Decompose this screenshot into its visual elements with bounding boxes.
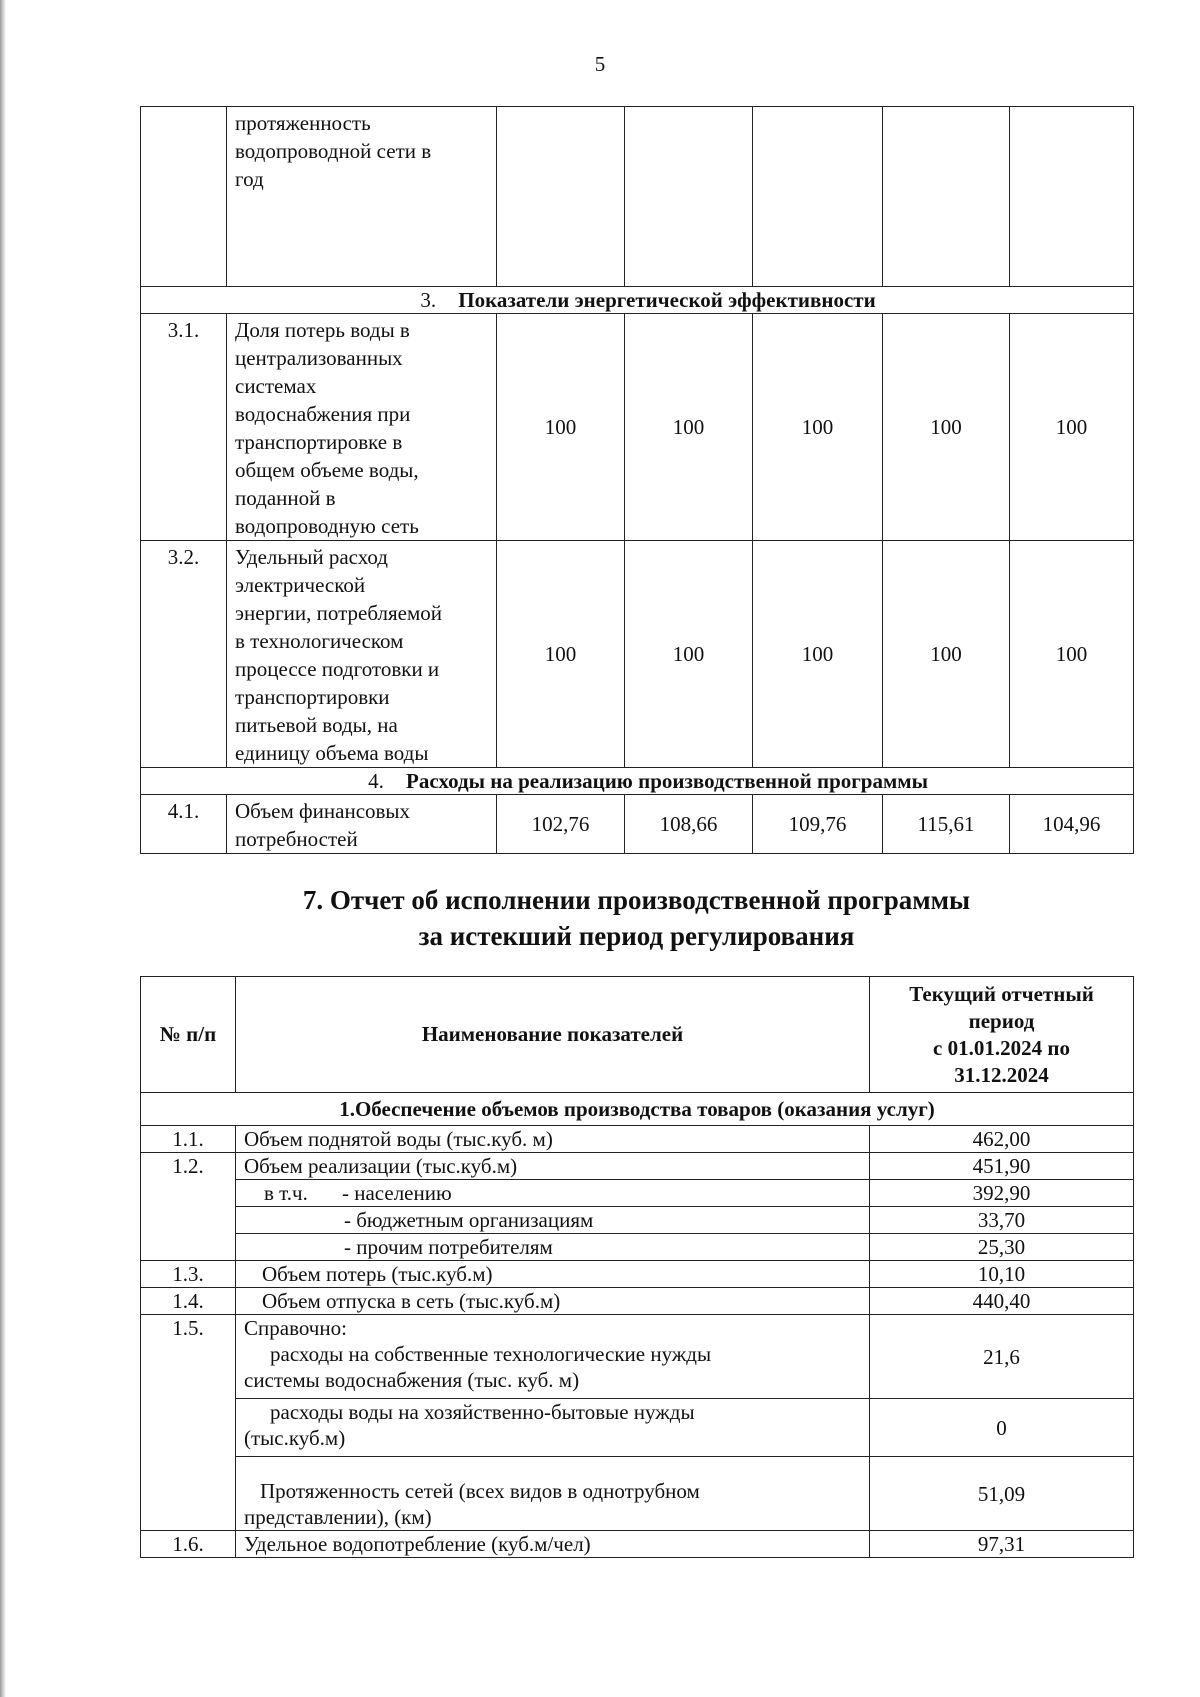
- report-title-line: 7. Отчет об исполнении производственной программы: [302, 885, 971, 915]
- section-number: 4.: [368, 769, 384, 793]
- header-period-line: период: [968, 1008, 1035, 1033]
- name-line: общем объеме воды,: [235, 458, 419, 482]
- value-cell: 108,66: [625, 795, 753, 854]
- name-line: системы водоснабжения (тыс. куб. м): [244, 1368, 580, 1392]
- section-heading: [141, 287, 1134, 314]
- header-period: [870, 977, 1134, 1093]
- name-line: водоснабжения при: [235, 402, 411, 426]
- value-cell: 100: [497, 541, 625, 768]
- header-name: Наименование показателей: [236, 977, 870, 1093]
- row-number: 3.2.: [141, 541, 227, 768]
- table-row-1-3: [141, 1261, 1134, 1288]
- value-cell: 109,76: [753, 795, 883, 854]
- value-cell: 0: [870, 1399, 1134, 1457]
- indicator-name: Объем отпуска в сеть (тыс.куб.м): [236, 1288, 870, 1315]
- value-cell: 100: [753, 314, 883, 541]
- indicator-name: - прочим потребителям: [236, 1234, 870, 1261]
- row-number: [141, 107, 227, 287]
- name-line: потребностей: [235, 827, 358, 851]
- header-period-line: 31.12.2024: [954, 1062, 1049, 1087]
- name-line: транспортировке в: [235, 430, 403, 454]
- value-cell: 392,90: [870, 1180, 1134, 1207]
- section-number: 3.: [420, 288, 437, 312]
- value-cell: 115,61: [883, 795, 1010, 854]
- report-title: [140, 882, 1133, 954]
- row-number: 4.1.: [141, 795, 227, 854]
- value-cell: 51,09: [870, 1457, 1134, 1531]
- name-line: представлении), (км): [244, 1505, 432, 1529]
- value-cell: 451,90: [870, 1153, 1134, 1180]
- table-row-1-2: [141, 1153, 1134, 1180]
- name-line: системах: [235, 374, 317, 398]
- value-cell: 100: [497, 314, 625, 541]
- header-period-line: Текущий отчетный: [909, 981, 1094, 1006]
- reference-label: Справочно:: [244, 1316, 347, 1340]
- report-title-line: за истекший период регулирования: [418, 921, 855, 951]
- row-number: 1.4.: [141, 1288, 236, 1315]
- indicator-subname: - населению: [342, 1181, 452, 1205]
- row-number: 1.1.: [141, 1126, 236, 1153]
- value-cell: [625, 107, 753, 287]
- indicator-name: [227, 541, 497, 768]
- value-cell: 21,6: [870, 1315, 1134, 1399]
- name-line: Удельный расход: [235, 545, 388, 569]
- value-cell: 100: [625, 314, 753, 541]
- name-line: единицу объема воды: [235, 741, 429, 765]
- value-cell: 100: [883, 541, 1010, 768]
- indicator-name: [236, 1180, 870, 1207]
- name-line: расходы воды на хозяйственно-бытовые нужды: [270, 1400, 695, 1424]
- value-cell: 97,31: [870, 1531, 1134, 1558]
- name-line: Доля потерь воды в: [235, 318, 410, 342]
- section-title: Расходы на реализацию производственной программы: [406, 769, 928, 793]
- table-row-1-5-household: [141, 1399, 1134, 1457]
- table-row-4-1: [141, 795, 1134, 854]
- value-cell: 100: [753, 541, 883, 768]
- indicator-name: [227, 314, 497, 541]
- row-number: 1.6.: [141, 1531, 236, 1558]
- value-cell: 100: [883, 314, 1010, 541]
- name-line: процессе подготовки и: [235, 657, 440, 681]
- table-row-3-1: [141, 314, 1134, 541]
- table-row-1-1: [141, 1126, 1134, 1153]
- name-line: протяженность: [235, 111, 371, 135]
- value-cell: 440,40: [870, 1288, 1134, 1315]
- table-row-1-4: [141, 1288, 1134, 1315]
- name-line: централизованных: [235, 346, 403, 370]
- row-number: 1.5.: [141, 1315, 236, 1531]
- indicator-name: [236, 1457, 870, 1531]
- section-row-4: [141, 768, 1134, 795]
- section-row-3: [141, 287, 1134, 314]
- indicators-table: [140, 106, 1134, 854]
- name-line: питьевой воды, на: [235, 713, 398, 737]
- section-title: Показатели энергетической эффективности: [458, 288, 876, 312]
- row-number: 1.3.: [141, 1261, 236, 1288]
- table-row-1-5-networks: [141, 1457, 1134, 1531]
- value-cell: 102,76: [497, 795, 625, 854]
- value-cell: 462,00: [870, 1126, 1134, 1153]
- section-row-1: [141, 1093, 1134, 1126]
- name-line: Протяженность сетей (всех видов в однотрубном: [260, 1479, 700, 1503]
- value-cell: 33,70: [870, 1207, 1134, 1234]
- value-cell: 100: [625, 541, 753, 768]
- name-line: год: [235, 167, 264, 191]
- header-number: № п/п: [141, 977, 236, 1093]
- value-cell: [753, 107, 883, 287]
- name-line: поданной в: [235, 486, 336, 510]
- table-row-3-2: [141, 541, 1134, 768]
- section-heading: [141, 768, 1134, 795]
- indicator-name: - бюджетным организациям: [236, 1207, 870, 1234]
- name-line: электрической: [235, 573, 366, 597]
- name-line: (тыс.куб.м): [244, 1426, 346, 1450]
- name-line: транспортировки: [235, 685, 390, 709]
- name-line: водопроводной сети в: [235, 139, 432, 163]
- section-heading: 1.Обеспечение объемов производства товаров (оказания услуг): [141, 1093, 1134, 1126]
- header-row: [141, 977, 1134, 1093]
- indicator-name: Объем реализации (тыс.куб.м): [236, 1153, 870, 1180]
- value-cell: 25,30: [870, 1234, 1134, 1261]
- page-number: 5: [594, 52, 606, 76]
- indicator-name: [227, 107, 497, 287]
- header-period-line: с 01.01.2024 по: [933, 1035, 1070, 1060]
- value-cell: 10,10: [870, 1261, 1134, 1288]
- indicator-name: [227, 795, 497, 854]
- name-line: в технологическом: [235, 629, 404, 653]
- scan-edge-shadow: [0, 0, 6, 1697]
- row-number: 1.2.: [141, 1153, 236, 1261]
- value-cell: [497, 107, 625, 287]
- table-row-1-2-population: [141, 1180, 1134, 1207]
- indicator-name: [236, 1315, 870, 1399]
- table-row-1-5-tech: [141, 1315, 1134, 1399]
- indicator-name: Объем потерь (тыс.куб.м): [236, 1261, 870, 1288]
- indicator-name: Объем поднятой воды (тыс.куб. м): [236, 1126, 870, 1153]
- name-line: водопроводную сеть: [235, 514, 419, 538]
- name-line: расходы на собственные технологические нужды: [270, 1342, 712, 1366]
- value-cell: [1010, 107, 1134, 287]
- table-row-1-2-other: [141, 1234, 1134, 1261]
- including-prefix: в т.ч.: [264, 1181, 308, 1205]
- table-row-continued: [141, 107, 1134, 287]
- value-cell: 104,96: [1010, 795, 1134, 854]
- indicator-name: Удельное водопотребление (куб.м/чел): [236, 1531, 870, 1558]
- name-line: энергии, потребляемой: [235, 601, 443, 625]
- name-line: Объем финансовых: [235, 799, 411, 823]
- table-row-1-2-budget: [141, 1207, 1134, 1234]
- report-table: [140, 976, 1134, 1558]
- table-row-1-6: [141, 1531, 1134, 1558]
- indicator-name: [236, 1399, 870, 1457]
- value-cell: [883, 107, 1010, 287]
- row-number: 3.1.: [141, 314, 227, 541]
- value-cell: 100: [1010, 314, 1134, 541]
- value-cell: 100: [1010, 541, 1134, 768]
